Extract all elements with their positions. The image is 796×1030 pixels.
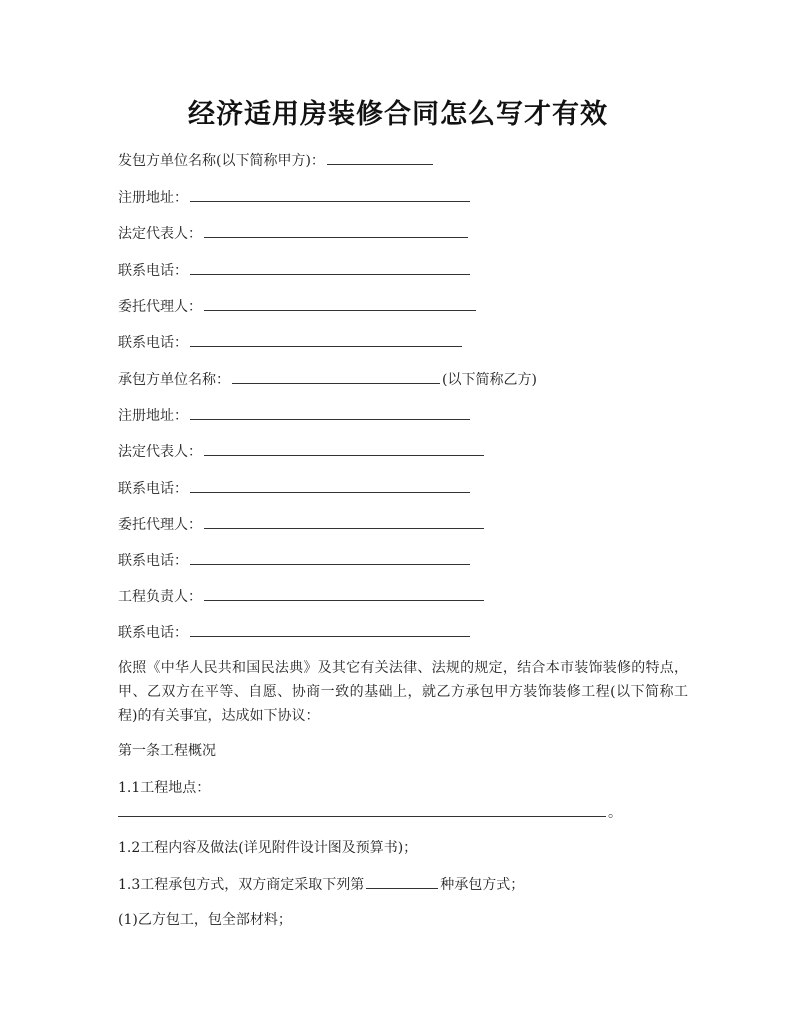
party-b-address-line <box>118 405 472 425</box>
party-a-agent-blank[interactable] <box>204 296 476 311</box>
party-a-phone-label: 联系电话： <box>118 263 188 279</box>
party-b-agent-blank[interactable] <box>204 514 484 529</box>
item-1-3-line <box>118 874 524 894</box>
preamble-paragraph: 依照《中华人民共和国民法典》及其它有关法律、法规的规定，结合本市装饰装修的特点，甲、乙双方在平等、自愿、协商一致的基础上，就乙方承包甲方装饰装修工程(以下简称工程)的有关事宜，达成如下协议： <box>118 660 688 724</box>
party-a-agent-label: 委托代理人： <box>118 299 202 315</box>
party-a-name-label: 发包方单位名称(以下简称甲方)： <box>118 153 325 169</box>
item-1-3-prefix: 1.3工程承包方式，双方商定采取下列第 <box>118 877 365 893</box>
party-b-legal-rep-blank[interactable] <box>204 441 484 456</box>
party-b-phone-blank[interactable] <box>190 478 470 493</box>
page-title: 经济适用房装修合同怎么写才有效 <box>188 99 608 130</box>
party-a-name-line <box>118 150 435 170</box>
item-1-3-suffix: 种承包方式； <box>440 877 525 893</box>
party-b-address-label: 注册地址： <box>118 408 188 424</box>
party-b-manager-phone-label: 联系电话： <box>118 625 188 641</box>
party-b-legal-rep-label: 法定代表人： <box>118 444 202 460</box>
item-1-3-blank[interactable] <box>366 874 438 889</box>
party-a-address-blank[interactable] <box>190 187 470 202</box>
party-b-manager-label: 工程负责人： <box>118 589 202 605</box>
article1-heading: 第一条工程概况 <box>118 743 216 759</box>
party-a-name-blank[interactable] <box>327 150 433 165</box>
party-b-agent-phone-line <box>118 550 472 570</box>
party-b-manager-phone-blank[interactable] <box>190 622 470 637</box>
party-a-phone-line <box>118 260 472 280</box>
party-a-legal-rep-line <box>118 223 470 243</box>
item-1-1-end: 。 <box>608 805 622 821</box>
party-b-legal-rep-line <box>118 441 486 461</box>
item-1-1-blank[interactable] <box>118 802 606 817</box>
party-b-phone-label: 联系电话： <box>118 481 188 497</box>
party-b-agent-phone-label: 联系电话： <box>118 553 188 569</box>
party-a-legal-rep-label: 法定代表人： <box>118 226 202 242</box>
party-a-address-label: 注册地址： <box>118 190 188 206</box>
party-b-manager-line <box>118 586 486 606</box>
party-a-agent-phone-line <box>118 332 464 352</box>
party-b-name-line <box>118 369 537 389</box>
option-1: (1)乙方包工，包全部材料； <box>118 912 292 928</box>
item-1-1-blank-line <box>118 802 622 822</box>
party-b-agent-line <box>118 514 486 534</box>
party-a-agent-phone-label: 联系电话： <box>118 335 188 351</box>
party-b-address-blank[interactable] <box>190 405 470 420</box>
party-b-name-suffix: (以下简称乙方) <box>442 372 537 388</box>
party-b-agent-phone-blank[interactable] <box>190 550 470 565</box>
party-b-agent-label: 委托代理人： <box>118 517 202 533</box>
party-b-manager-phone-line <box>118 622 472 642</box>
party-a-phone-blank[interactable] <box>190 260 470 275</box>
party-a-agent-phone-blank[interactable] <box>190 332 462 347</box>
party-b-manager-blank[interactable] <box>204 586 484 601</box>
party-a-agent-line <box>118 296 478 316</box>
party-a-legal-rep-blank[interactable] <box>204 223 468 238</box>
party-b-name-blank[interactable] <box>232 369 440 384</box>
item-1-1-label: 1.1工程地点： <box>118 780 211 796</box>
party-b-phone-line <box>118 478 472 498</box>
item-1-2: 1.2工程内容及做法(详见附件设计图及预算书)； <box>118 840 418 856</box>
party-b-name-label: 承包方单位名称： <box>118 372 230 388</box>
party-a-address-line <box>118 187 472 207</box>
